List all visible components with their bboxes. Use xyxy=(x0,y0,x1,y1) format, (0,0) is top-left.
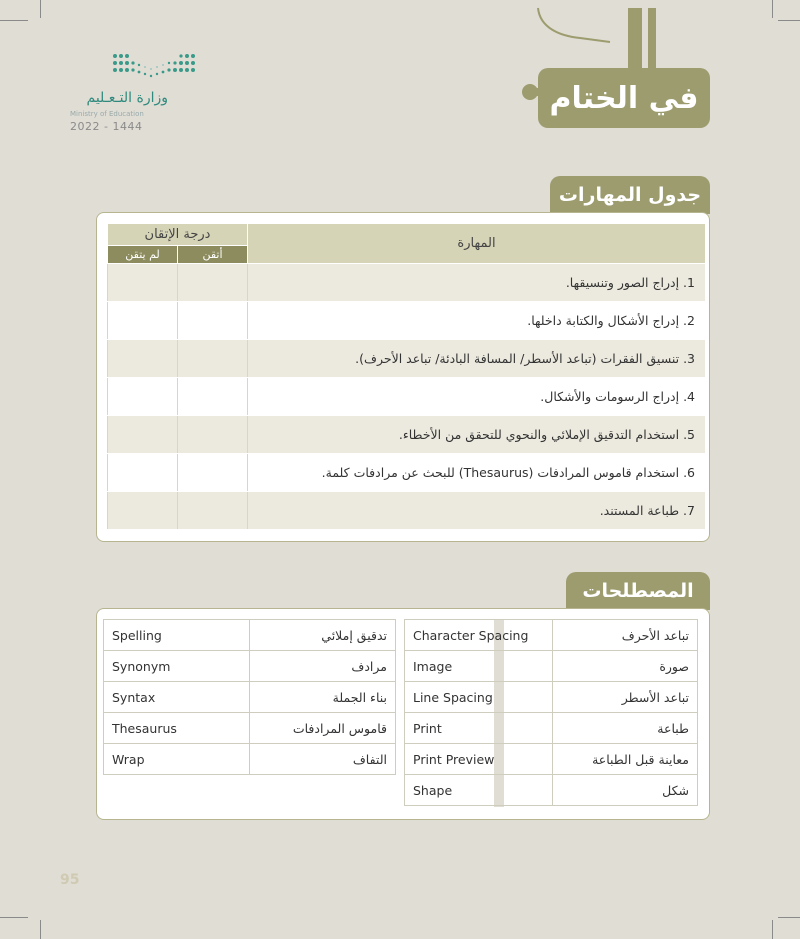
table-row xyxy=(104,682,396,713)
term-arabic: طباعة xyxy=(553,713,698,744)
term-english: Wrap xyxy=(104,744,250,775)
table-row xyxy=(104,744,396,775)
not-mastered-header: لم يتقن xyxy=(108,246,178,264)
skill-text: 7. طباعة المستند. xyxy=(248,492,706,530)
crop-mark xyxy=(40,0,41,18)
term-arabic: التفاف xyxy=(250,744,396,775)
crop-mark xyxy=(772,920,773,939)
table-row xyxy=(405,744,698,775)
skills-title-text: جدول المهارات xyxy=(558,184,702,206)
not-mastered-cell[interactable] xyxy=(108,454,178,492)
crop-mark xyxy=(0,917,28,918)
table-row xyxy=(104,620,396,651)
terms-box xyxy=(96,608,710,820)
skill-text: 4. إدراج الرسومات والأشكال. xyxy=(248,378,706,416)
crop-mark xyxy=(40,920,41,939)
crop-mark xyxy=(772,0,773,18)
table-row xyxy=(108,378,706,416)
term-arabic: بناء الجملة xyxy=(250,682,396,713)
not-mastered-cell[interactable] xyxy=(108,264,178,302)
mastered-cell[interactable] xyxy=(178,378,248,416)
mastered-cell[interactable] xyxy=(178,340,248,378)
table-row xyxy=(108,264,706,302)
term-arabic: شكل xyxy=(553,775,698,806)
terms-table-right xyxy=(404,619,698,806)
crop-mark xyxy=(778,917,800,918)
not-mastered-cell[interactable] xyxy=(108,302,178,340)
mastered-cell[interactable] xyxy=(178,492,248,530)
logo-english-text: Ministry of Education xyxy=(70,110,144,118)
table-row xyxy=(108,340,706,378)
logo-arabic-text: وزارة التـعـليم xyxy=(86,90,168,106)
term-english: Syntax xyxy=(104,682,250,713)
table-row xyxy=(405,713,698,744)
term-arabic: قاموس المرادفات xyxy=(250,713,396,744)
terms-section-title xyxy=(566,572,710,610)
term-english: Shape xyxy=(405,775,553,806)
skill-text: 1. إدراج الصور وتنسيقها. xyxy=(248,264,706,302)
skills-section-title xyxy=(550,176,710,214)
terms-title-text: المصطلحات xyxy=(582,580,694,602)
skills-box xyxy=(96,212,710,542)
table-row xyxy=(108,302,706,340)
skill-text: 5. استخدام التدقيق الإملائي والنحوي للتحقق من الأخطاء. xyxy=(248,416,706,454)
skill-text: 2. إدراج الأشكال والكتابة داخلها. xyxy=(248,302,706,340)
not-mastered-cell[interactable] xyxy=(108,492,178,530)
term-arabic: تباعد الأسطر xyxy=(553,682,698,713)
closing-banner xyxy=(538,68,710,128)
term-english: Thesaurus xyxy=(104,713,250,744)
logo-year: 2022 - 1444 xyxy=(70,120,143,133)
crop-mark xyxy=(0,20,28,21)
not-mastered-cell[interactable] xyxy=(108,416,178,454)
mastered-cell[interactable] xyxy=(178,264,248,302)
ministry-logo xyxy=(68,52,208,142)
term-english: Synonym xyxy=(104,651,250,682)
term-english: Print Preview xyxy=(405,744,553,775)
not-mastered-cell[interactable] xyxy=(108,340,178,378)
table-row xyxy=(104,651,396,682)
closing-title: في الختام xyxy=(549,80,699,116)
crop-mark xyxy=(778,20,800,21)
table-row xyxy=(405,682,698,713)
table-row xyxy=(108,416,706,454)
term-arabic: تباعد الأحرف xyxy=(553,620,698,651)
term-english: Line Spacing xyxy=(405,682,553,713)
table-row xyxy=(405,620,698,651)
page-number: 95 xyxy=(60,872,80,888)
table-row xyxy=(108,492,706,530)
skill-text: 6. استخدام قاموس المرادفات (Thesaurus) للبحث عن مرادفات كلمة. xyxy=(248,454,706,492)
mastered-header: أتقن xyxy=(178,246,248,264)
table-row xyxy=(104,713,396,744)
skill-header: المهارة xyxy=(248,224,706,264)
table-row xyxy=(405,775,698,806)
term-english: Character Spacing xyxy=(405,620,553,651)
term-arabic: معاينة قبل الطباعة xyxy=(553,744,698,775)
term-arabic: تدقيق إملائي xyxy=(250,620,396,651)
term-arabic: مرادف xyxy=(250,651,396,682)
table-row xyxy=(405,651,698,682)
not-mastered-cell[interactable] xyxy=(108,378,178,416)
term-arabic: صورة xyxy=(553,651,698,682)
term-english: Image xyxy=(405,651,553,682)
terms-table-left xyxy=(103,619,396,775)
table-row xyxy=(108,454,706,492)
mastery-header: درجة الإتقان xyxy=(108,224,248,246)
mastered-cell[interactable] xyxy=(178,302,248,340)
logo-dots-icon xyxy=(112,52,202,86)
skills-table xyxy=(107,223,706,530)
mastered-cell[interactable] xyxy=(178,454,248,492)
term-english: Print xyxy=(405,713,553,744)
skill-text: 3. تنسيق الفقرات (تباعد الأسطر/ المسافة البادئة/ تباعد الأحرف). xyxy=(248,340,706,378)
mastered-cell[interactable] xyxy=(178,416,248,454)
term-english: Spelling xyxy=(104,620,250,651)
